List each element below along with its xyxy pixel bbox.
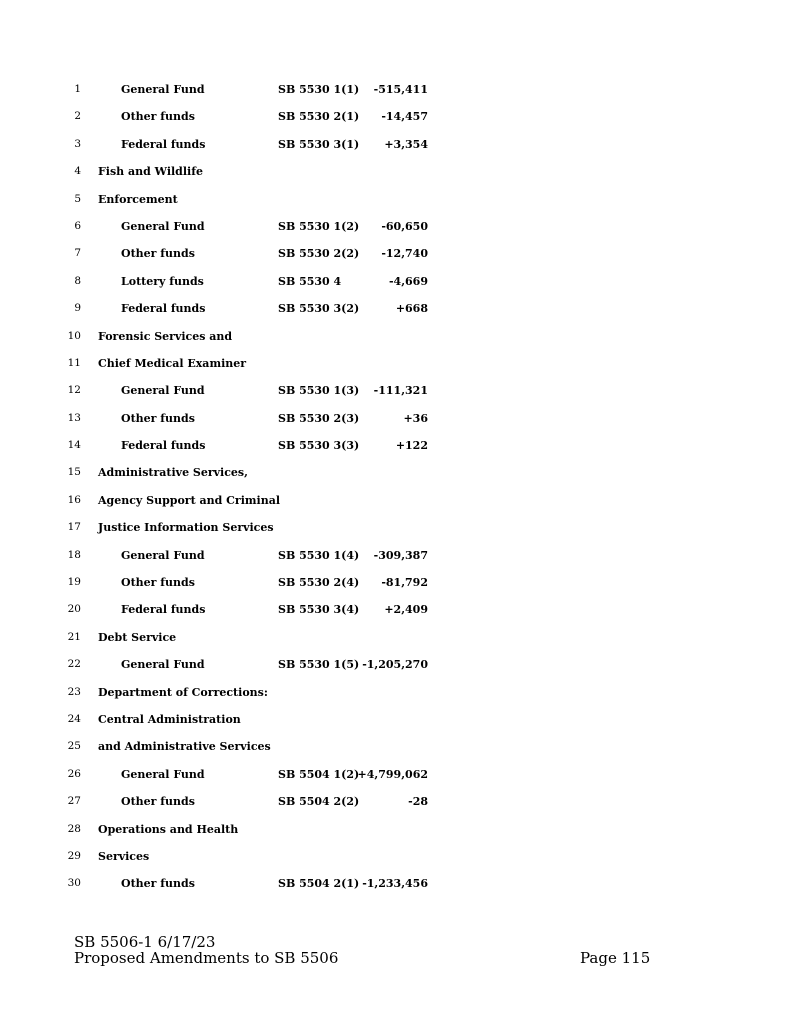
line-list (0, 76, 800, 898)
bill-reference: SB 5530 1(5) (278, 658, 360, 672)
fund-label: Other funds (121, 110, 195, 124)
section-heading: Debt Service (98, 630, 177, 644)
bill-reference: SB 5504 2(1) (278, 877, 360, 891)
amount: +36 (403, 411, 428, 425)
fund-label: General Fund (121, 767, 205, 781)
fund-label: Federal funds (121, 137, 206, 151)
section-heading: Operations and Health (98, 822, 239, 836)
fund-label: Other funds (121, 795, 195, 809)
line-number: 17 (67, 521, 81, 534)
line-number: 29 (67, 849, 81, 862)
amount: -81,792 (381, 576, 428, 590)
line-number: 22 (67, 658, 81, 671)
heading-line (0, 679, 800, 706)
appropriation-line (0, 651, 800, 678)
section-heading: Fish and Wildlife (98, 165, 203, 179)
bill-reference: SB 5530 1(2) (278, 219, 360, 233)
section-heading: Enforcement (98, 192, 178, 206)
bill-reference: SB 5530 2(2) (278, 247, 360, 261)
amount: -309,387 (373, 548, 428, 562)
appropriation-line (0, 405, 800, 432)
line-number: 26 (67, 767, 81, 780)
line-number: 30 (67, 877, 81, 890)
line-number: 19 (67, 576, 81, 589)
bill-reference: SB 5530 4 (278, 274, 342, 288)
line-number: 2 (74, 110, 81, 123)
line-number: 10 (67, 329, 81, 342)
line-number: 18 (67, 548, 81, 561)
heading-line (0, 186, 800, 213)
section-heading: Services (98, 849, 150, 863)
line-number: 16 (67, 493, 81, 506)
appropriation-line (0, 542, 800, 569)
line-number: 21 (67, 630, 81, 643)
line-number: 9 (74, 302, 81, 315)
bill-reference: SB 5504 1(2) (278, 767, 360, 781)
section-heading: Administrative Services, (98, 466, 248, 480)
line-number: 15 (67, 466, 81, 479)
fund-label: Other funds (121, 247, 195, 261)
heading-line (0, 816, 800, 843)
heading-line (0, 706, 800, 733)
amount: -14,457 (381, 110, 428, 124)
bill-reference: SB 5530 2(4) (278, 576, 360, 590)
fund-label: General Fund (121, 83, 205, 96)
fund-label: Federal funds (121, 439, 206, 453)
appropriation-line (0, 432, 800, 459)
heading-line (0, 733, 800, 760)
fund-label: General Fund (121, 658, 205, 672)
line-number: 20 (67, 603, 81, 616)
bill-reference: SB 5530 2(1) (278, 110, 360, 124)
amount: -111,321 (373, 384, 428, 398)
line-number: 12 (67, 384, 81, 397)
bill-reference: SB 5530 3(4) (278, 603, 360, 617)
appropriation-line (0, 213, 800, 240)
footer-bill-date: SB 5506-1 6/17/23 (74, 933, 216, 951)
bill-reference: SB 5530 3(3) (278, 439, 360, 453)
line-number: 1 (74, 83, 81, 95)
fund-label: Lottery funds (121, 274, 204, 288)
amount: +4,799,062 (357, 767, 428, 781)
amount: -60,650 (381, 219, 428, 233)
bill-reference: SB 5530 1(4) (278, 548, 360, 562)
section-heading: Chief Medical Examiner (98, 356, 247, 370)
line-number: 27 (67, 795, 81, 808)
section-heading: and Administrative Services (98, 740, 271, 754)
appropriation-line (0, 788, 800, 815)
heading-line (0, 843, 800, 870)
section-heading: Justice Information Services (98, 521, 274, 535)
bill-reference: SB 5530 3(2) (278, 302, 360, 316)
line-number: 14 (67, 439, 81, 452)
page-number: Page 115 (580, 949, 651, 967)
heading-line (0, 624, 800, 651)
line-number: 23 (67, 685, 81, 698)
fund-label: Federal funds (121, 302, 206, 316)
footer-title: Proposed Amendments to SB 5506 (74, 949, 339, 967)
amount: -1,233,456 (362, 877, 428, 891)
fund-label: General Fund (121, 219, 205, 233)
section-heading: Department of Corrections: (98, 685, 268, 699)
appropriation-line (0, 131, 800, 158)
bill-reference: SB 5530 2(3) (278, 411, 360, 425)
fund-label: Other funds (121, 576, 195, 590)
appropriation-line (0, 295, 800, 322)
fund-label: Other funds (121, 877, 195, 891)
line-number: 13 (67, 411, 81, 424)
line-number: 24 (67, 712, 81, 725)
heading-line (0, 459, 800, 486)
section-heading: Central Administration (98, 712, 241, 726)
section-heading: Agency Support and Criminal (98, 493, 281, 507)
amount: -4,669 (388, 274, 428, 288)
amount: +122 (395, 439, 428, 453)
heading-line (0, 158, 800, 185)
line-number: 25 (67, 740, 81, 753)
line-number: 6 (74, 219, 81, 232)
heading-line (0, 350, 800, 377)
bill-reference: SB 5530 1(1) (278, 83, 360, 96)
line-number: 28 (67, 822, 81, 835)
amount: +668 (395, 302, 428, 316)
heading-line (0, 323, 800, 350)
amount: +2,409 (384, 603, 428, 617)
amount: +3,354 (384, 137, 428, 151)
appropriation-line (0, 761, 800, 788)
fund-label: General Fund (121, 548, 205, 562)
appropriation-line (0, 240, 800, 267)
line-number: 11 (67, 356, 81, 369)
fund-label: General Fund (121, 384, 205, 398)
line-number: 4 (74, 165, 81, 178)
fund-label: Other funds (121, 411, 195, 425)
heading-line (0, 514, 800, 541)
appropriation-line (0, 870, 800, 897)
bill-reference: SB 5530 3(1) (278, 137, 360, 151)
page-footer (74, 934, 338, 966)
amount: -28 (408, 795, 428, 809)
appropriation-line (0, 103, 800, 130)
heading-line (0, 487, 800, 514)
bill-reference: SB 5504 2(2) (278, 795, 360, 809)
amount: -515,411 (373, 83, 428, 96)
amount: -12,740 (381, 247, 428, 261)
line-number: 8 (74, 274, 81, 287)
line-number: 7 (74, 247, 81, 260)
appropriation-line (0, 268, 800, 295)
appropriation-line (0, 377, 800, 404)
line-number: 3 (74, 137, 81, 150)
appropriation-line (0, 76, 800, 103)
amount: -1,205,270 (362, 658, 428, 672)
fund-label: Federal funds (121, 603, 206, 617)
section-heading: Forensic Services and (98, 329, 233, 343)
appropriation-line (0, 569, 800, 596)
appropriation-line (0, 596, 800, 623)
line-number: 5 (74, 192, 81, 205)
bill-reference: SB 5530 1(3) (278, 384, 360, 398)
